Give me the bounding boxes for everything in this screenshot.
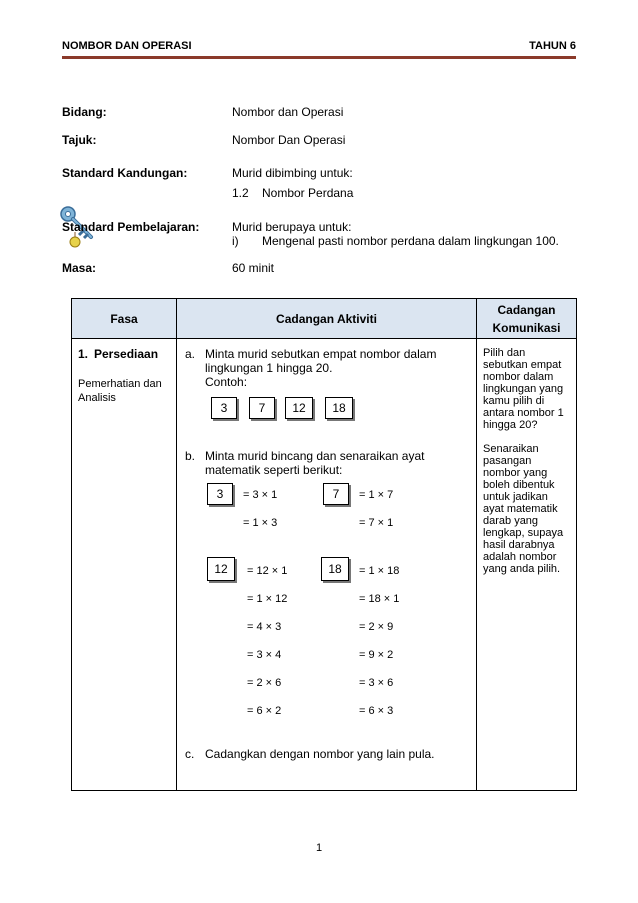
equation: = 3 × 4 <box>247 649 282 661</box>
item-b-line2: matematik seperti berikut: <box>205 463 343 477</box>
standard-kandungan-number: 1.2 <box>232 186 249 200</box>
tajuk-value: Nombor Dan Operasi <box>232 133 346 147</box>
item-b-marker: b. <box>185 449 196 463</box>
example-number-box: 18 <box>325 397 353 419</box>
standard-pembelajaran-label: Standard Pembelajaran: <box>62 220 200 234</box>
fasa-sub-1: Pemerhatian dan <box>78 378 162 390</box>
equation: = 4 × 3 <box>247 621 282 633</box>
item-b-line1: Minta murid bincang dan senaraikan ayat <box>205 449 425 463</box>
equation: = 1 × 3 <box>243 517 278 529</box>
example-number-box: 12 <box>285 397 313 419</box>
number-box-18: 18 <box>321 557 349 581</box>
page-number: 1 <box>315 842 323 854</box>
equation: = 3 × 6 <box>359 677 394 689</box>
equation: = 6 × 2 <box>247 705 282 717</box>
header-title: NOMBOR DAN OPERASI <box>62 40 192 52</box>
header-rule <box>62 56 576 59</box>
equation: = 2 × 6 <box>247 677 282 689</box>
fasa-sub-2: Analisis <box>78 392 116 404</box>
equation: = 6 × 3 <box>359 705 394 717</box>
standard-kandungan-value: Murid dibimbing untuk: <box>232 166 353 180</box>
item-a-line3: Contoh: <box>205 375 248 389</box>
header-aktiviti: Cadangan Aktiviti <box>177 299 477 339</box>
equation: = 1 × 7 <box>359 489 394 501</box>
item-a-line1: Minta murid sebutkan empat nombor dalam <box>205 347 437 361</box>
bidang-value: Nombor dan Operasi <box>232 105 344 119</box>
item-c-marker: c. <box>185 747 195 761</box>
komunikasi-cell <box>477 339 577 791</box>
item-a-line2: lingkungan 1 hingga 20. <box>205 361 333 375</box>
equation: = 12 × 1 <box>247 565 288 577</box>
fasa-number: 1. <box>78 347 89 361</box>
equation: = 7 × 1 <box>359 517 394 529</box>
standard-pembelajaran-objective: Mengenal pasti nombor perdana dalam lingkungan 100. <box>262 234 559 248</box>
fasa-title: Persediaan <box>94 347 159 361</box>
number-box-7: 7 <box>323 483 349 505</box>
item-a-marker: a. <box>185 347 196 361</box>
komunikasi-para-2: Senaraikan pasangan nombor yang boleh dibentuk untuk jadikan ayat matematik darab yang lengkap, supaya hasil darabnya adalah nombor yang anda pilih. <box>483 443 564 575</box>
header-year: TAHUN 6 <box>529 40 576 52</box>
equation: = 3 × 1 <box>243 489 278 501</box>
number-box-3: 3 <box>207 483 233 505</box>
example-number-box: 3 <box>211 397 237 419</box>
standard-pembelajaran-value: Murid berupaya untuk: <box>232 220 352 234</box>
standard-kandungan-label: Standard Kandungan: <box>62 166 188 180</box>
equation: = 2 × 9 <box>359 621 394 633</box>
masa-value: 60 minit <box>232 261 275 275</box>
standard-kandungan-topic: Nombor Perdana <box>262 186 354 200</box>
equation: = 18 × 1 <box>359 593 400 605</box>
header-fasa: Fasa <box>72 299 177 339</box>
masa-label: Masa: <box>62 261 97 275</box>
aktiviti-cell <box>177 339 477 791</box>
number-box-12: 12 <box>207 557 235 581</box>
equation: = 9 × 2 <box>359 649 394 661</box>
equation: = 1 × 12 <box>247 593 288 605</box>
equation: = 1 × 18 <box>359 565 400 577</box>
example-number-box: 7 <box>249 397 275 419</box>
header-komunikasi: Cadangan Komunikasi <box>477 299 577 339</box>
tajuk-label: Tajuk: <box>62 133 97 147</box>
standard-pembelajaran-number: i) <box>232 234 239 248</box>
fasa-cell <box>72 339 177 791</box>
bidang-label: Bidang: <box>62 105 107 119</box>
komunikasi-para-1: Pilih dan sebutkan empat nombor dalam lingkungan yang kamu pilih di antara nombor 1 hingga 20? <box>483 347 564 431</box>
activity-table <box>71 298 577 791</box>
item-c-line1: Cadangkan dengan nombor yang lain pula. <box>205 747 435 761</box>
